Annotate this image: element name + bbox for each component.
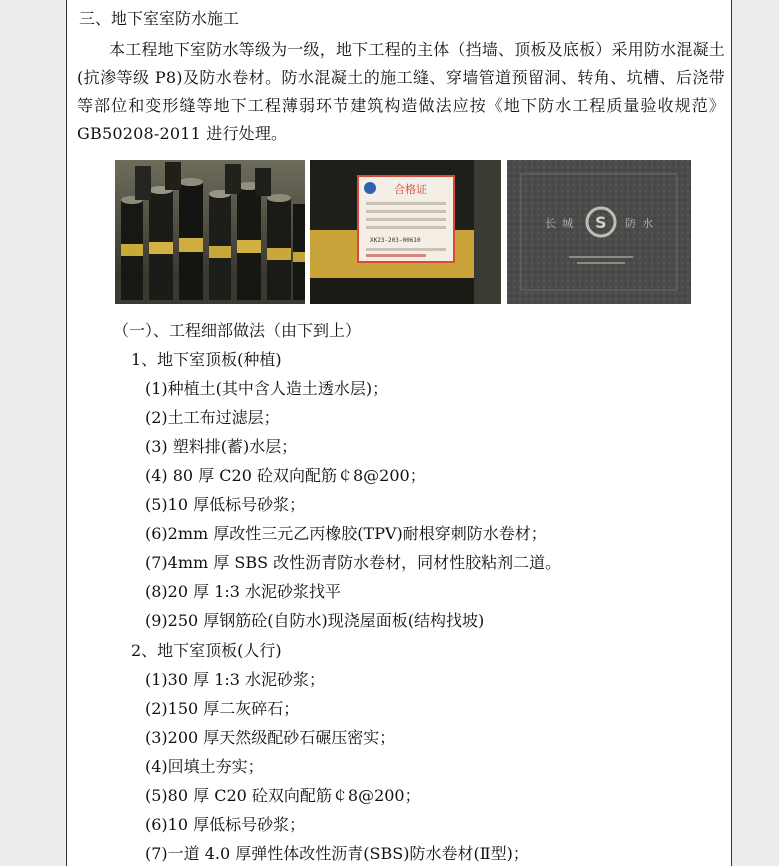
- svg-text:S: S: [595, 213, 607, 232]
- list-item: (5)10 厚低标号砂浆；: [145, 495, 306, 514]
- document-page: [66, 0, 732, 866]
- list-item: (8)20 厚 1:3 水泥砂浆找平: [145, 582, 342, 601]
- list-item: (4) 80 厚 C20 砼双向配筋￠8@200；: [145, 466, 426, 485]
- list-item: (3) 塑料排(蓄)水层；: [145, 437, 298, 456]
- list-item: (7)4mm 厚 SBS 改性沥青防水卷材，同材性胶粘剂二道。: [145, 553, 562, 572]
- list-item: (6)2mm 厚改性三元乙丙橡胶(TPV)耐根穿刺防水卷材；: [145, 524, 547, 543]
- list-item: (9)250 厚钢筋砼(自防水)现浇屋面板(结构找坡): [145, 611, 485, 630]
- list-item: (7)一道 4.0 厚弹性体改性沥青(SBS)防水卷材(Ⅱ型)；: [145, 844, 529, 863]
- section-title: 三、地下室室防水施工: [79, 9, 240, 28]
- group-title: 2、地下室顶板(人行): [131, 641, 282, 660]
- group-title: 1、地下室顶板(种植): [131, 350, 282, 369]
- list-item: (5)80 厚 C20 砼双向配筋￠8@200；: [145, 786, 421, 805]
- certificate-title: 合格证: [394, 183, 427, 196]
- list-item: (6)10 厚低标号砂浆；: [145, 815, 306, 834]
- logo-text-right: 防水: [625, 217, 659, 230]
- list-item: (4)回填土夯实；: [145, 757, 264, 776]
- photo-membrane-rolls: [115, 160, 305, 304]
- list-item: (2)150 厚二灰碎石；: [145, 699, 300, 718]
- certificate-code: XK23-203-00610: [370, 237, 421, 244]
- logo-text-left: 长城: [545, 217, 579, 230]
- photo-membrane-surface: [507, 160, 691, 304]
- list-item: (1)30 厚 1:3 水泥砂浆；: [145, 670, 326, 689]
- photo-certificate-roll: [310, 160, 501, 304]
- subsection-title: （一）、工程细部做法（由下到上）: [113, 321, 362, 340]
- intro-paragraph: 本工程地下室防水等级为一级，地下工程的主体（挡墙、顶板及底板）采用防水混凝土(抗渗等级 P8)及防水卷材。防水混凝土的施工缝、穿墙管道预留洞、转角、坑槽、后浇带等部位和变形缝等地下工程薄弱环节建筑构造做法应按《地下防水工程质量验收规范》GB50208-2011 进行处理。: [77, 40, 725, 143]
- list-item: (1)种植土(其中含人造土透水层)；: [145, 379, 389, 398]
- list-item: (3)200 厚天然级配砂石碾压密实；: [145, 728, 396, 747]
- list-item: (2)土工布过滤层；: [145, 408, 280, 427]
